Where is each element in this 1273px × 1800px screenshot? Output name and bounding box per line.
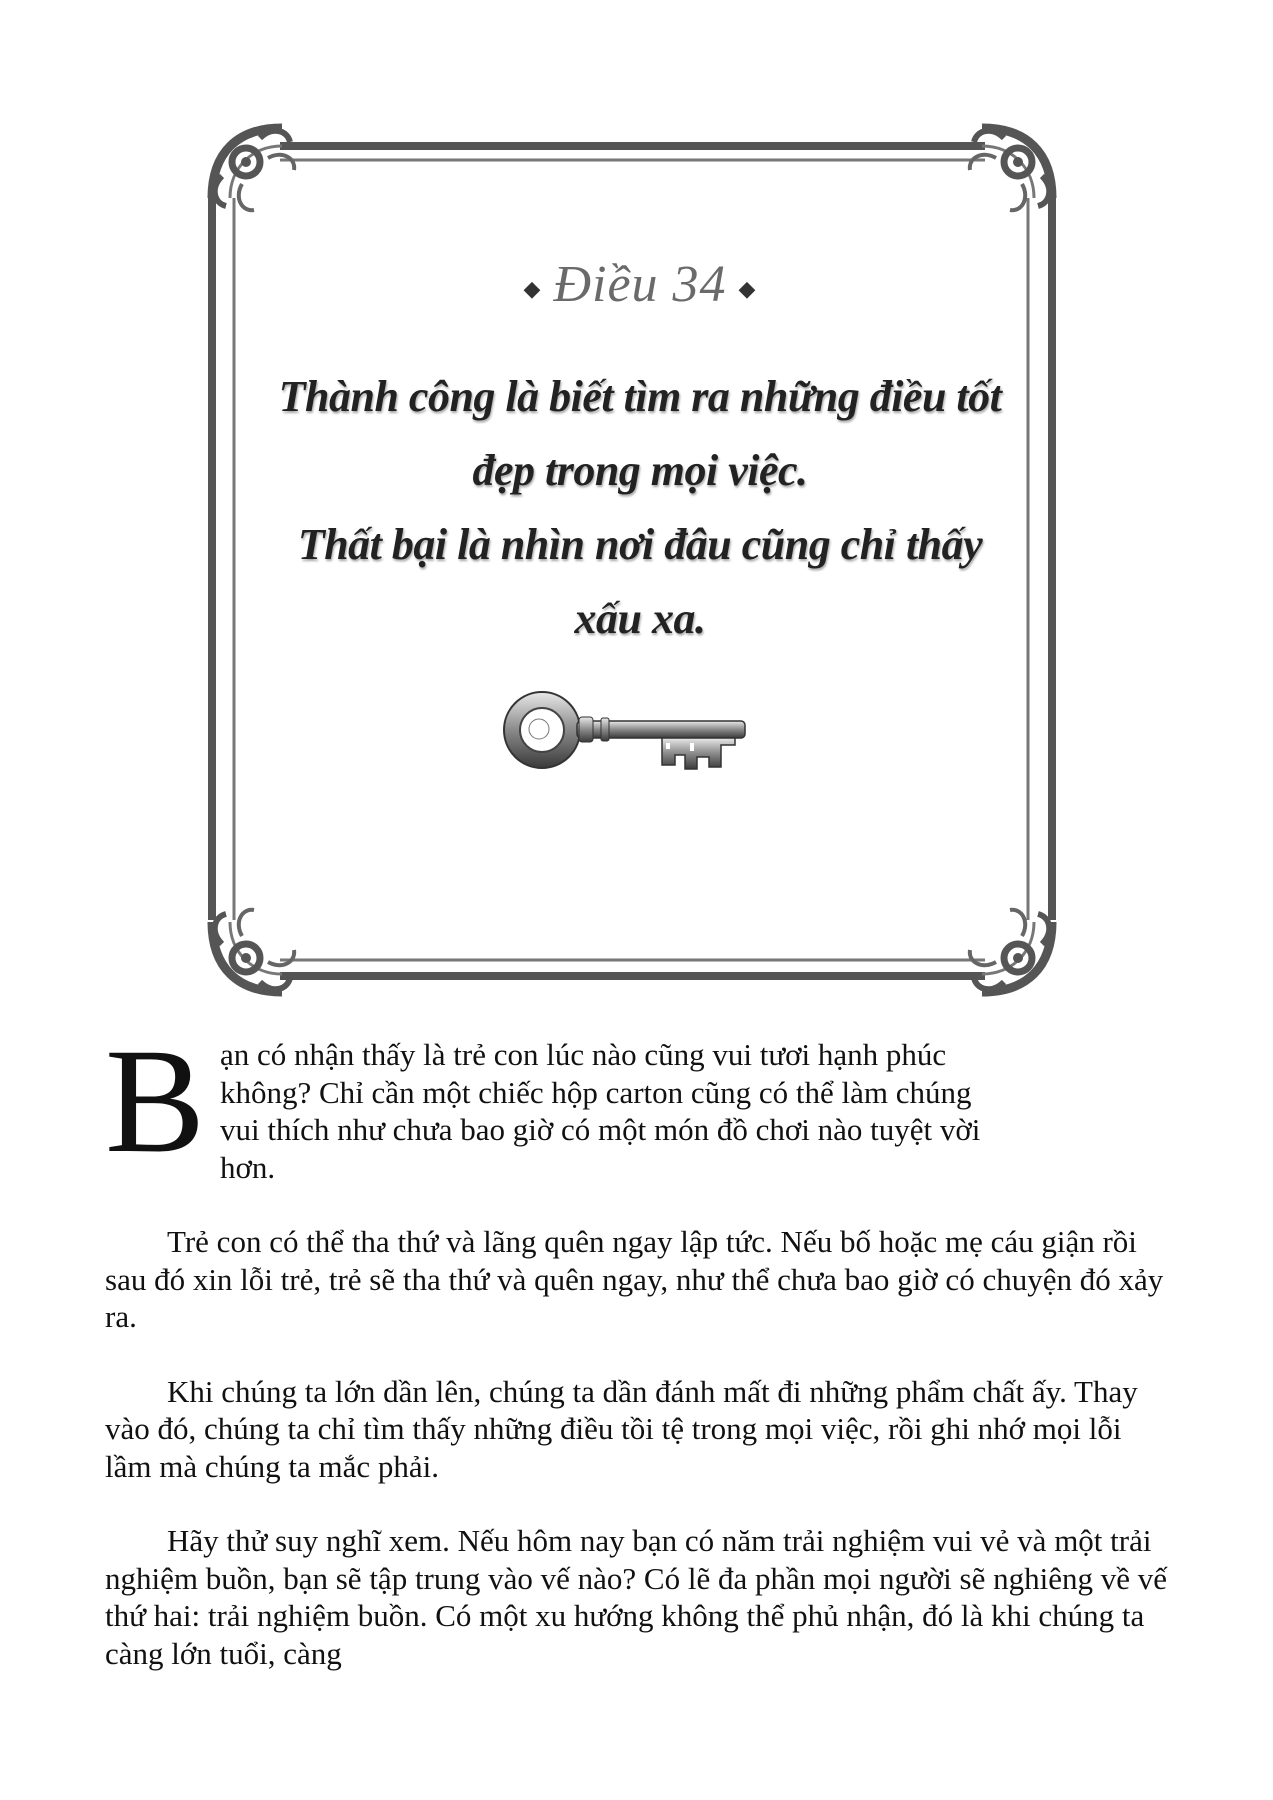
- article-heading: [230, 250, 1050, 320]
- paragraph-line: vui thích như chưa bao giờ có một món đồ chơi nào tuyệt vời: [220, 1112, 981, 1147]
- diamond-right-icon: ◆: [738, 276, 757, 302]
- diamond-left-icon: ◆: [523, 276, 542, 302]
- frame-quote: [230, 360, 1050, 656]
- quote-line: đẹp trong mọi việc.: [472, 446, 808, 495]
- key-icon: [497, 685, 757, 785]
- drop-cap: B: [105, 1018, 206, 1184]
- quote-line: xấu xa.: [574, 594, 706, 643]
- first-paragraph: [105, 1018, 1175, 1186]
- paragraph: Trẻ con có thể tha thứ và lãng quên ngay lập tức. Nếu bố hoặc mẹ cáu giận rồi sau đó xin lỗi trẻ, trẻ sẽ tha thứ và quên ngay, như thể chưa bao giờ có chuyện đó xảy ra.: [105, 1224, 1164, 1334]
- quote-line: Thành công là biết tìm ra những điều tốt: [278, 372, 1002, 421]
- quote-line: Thất bại là nhìn nơi đâu cũng chỉ thấy: [297, 520, 983, 569]
- paragraph-line: hơn.: [220, 1149, 276, 1185]
- paragraph: Khi chúng ta lớn dần lên, chúng ta dần đánh mất đi những phẩm chất ấy. Thay vào đó, chúng ta chỉ tìm thấy những điều tồi tệ trong mọi việc, rồi ghi nhớ mọi lỗi lầm mà chúng ta mắc phải.: [105, 1373, 1138, 1484]
- paragraph: Hãy thử suy nghĩ xem. Nếu hôm nay bạn có năm trải nghiệm vui vẻ và một trải nghiệm buồn, bạn sẽ tập trung vào vế nào? Có lẽ đa phần mọi người sẽ nghiêng về vế thứ hai: trải nghiệm buồn. Có một xu hướng không thể phủ nhận, đó là khi chúng ta càng lớn tuổi, càng: [105, 1523, 1167, 1671]
- article-body: [105, 1018, 1175, 1672]
- paragraph-line: không? Chỉ cần một chiếc hộp carton cũng có thể làm chúng: [220, 1074, 972, 1110]
- paragraph-line: ạn có nhận thấy là trẻ con lúc nào cũng vui tươi hạnh phúc: [220, 1037, 947, 1072]
- frame-content: [230, 250, 1050, 656]
- heading-text: Điều 34: [553, 256, 727, 313]
